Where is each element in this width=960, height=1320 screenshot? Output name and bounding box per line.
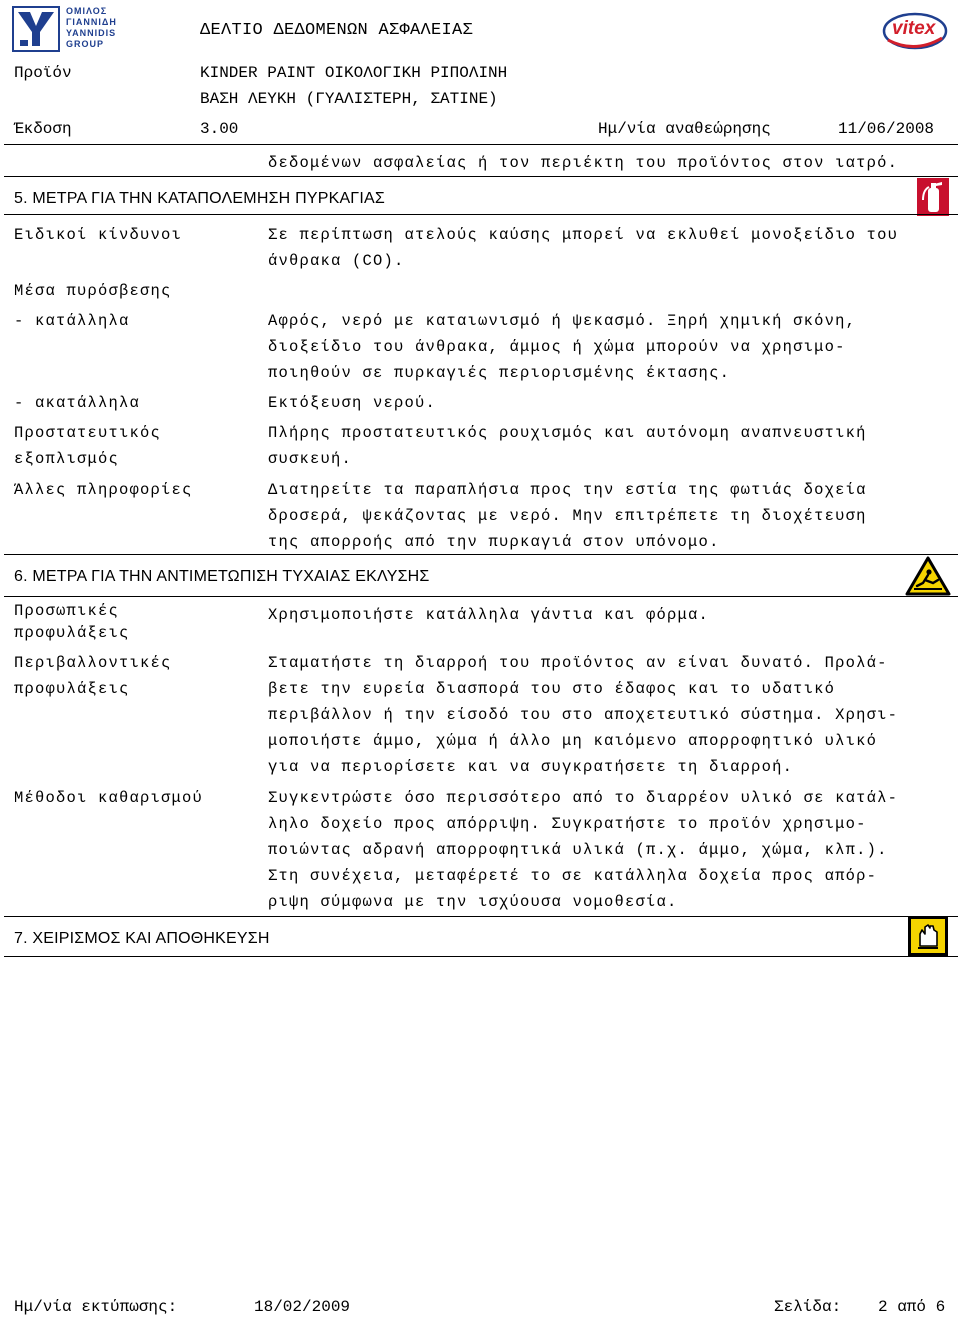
text-environmental-precautions	[268, 650, 950, 780]
logo-line-1: ΟΜΙΛΟΣ	[66, 6, 108, 16]
text-line: μοποιήστε άμμο, χώμα ή άλλο μη καιόμενο απορροφητικό υλικό	[268, 732, 878, 750]
version-value: 3.00	[200, 120, 239, 138]
version-label: Έκδοση	[14, 120, 72, 138]
document-title: ΔΕΛΤΙΟ ΔΕΔΟΜΕΝΩΝ ΑΣΦΑΛΕΙΑΣ	[200, 21, 474, 40]
text-line: ριψη σύμφωνα με την ισχύουσα νομοθεσία.	[268, 893, 678, 911]
product-name-line2: ΒΑΣΗ ΛΕΥΚΗ (ΓΥΑΛΙΣΤΕΡΗ, ΣΑΤΙΝΕ)	[200, 90, 498, 108]
print-date-label: Ημ/νία εκτύπωσης:	[14, 1298, 178, 1316]
logo-line-2: ΓΙΑΝΝΙΔΗ	[66, 17, 117, 27]
print-date: 18/02/2009	[254, 1298, 351, 1316]
label-suitable: - κατάλληλα	[14, 312, 130, 330]
header-divider	[4, 144, 958, 145]
section5-top-rule	[4, 176, 958, 177]
text-line: Αφρός, νερό με καταιωνισμό ή ψεκασμό. Ξηρή χημική σκόνη,	[268, 312, 857, 330]
text-line: περιβάλλον ή την είσοδό του στο αποχετευτικό σύστημα. Χρησι-	[268, 706, 899, 724]
text-line: για να περιορίσετε και να συγκρατήσετε τη διαρροή.	[268, 758, 794, 776]
logo-line-3: YANNIDIS	[66, 28, 117, 38]
slippery-floor-warning-icon	[905, 556, 951, 596]
text-line: ποιώντας αδρανή απορροφητικά υλικά (π.χ. άμμο, χώμα, κλπ.).	[268, 841, 888, 859]
text-cleaning-methods	[268, 785, 950, 915]
text-line: Πλήρης προστατευτικός ρουχισμός και αυτόνομη αναπνευστική	[268, 424, 867, 442]
label-personal-precautions-2: προφυλάξεις	[14, 624, 130, 642]
text-suitable	[268, 308, 950, 386]
text-special-hazards	[268, 222, 950, 274]
text-line: της απορροής από την πυρκαγιά στον υπόνομο.	[268, 533, 720, 551]
section7-title-rule	[4, 956, 958, 957]
vitex-logo	[882, 10, 948, 52]
section7-title: 7. ΧΕΙΡΙΣΜΟΣ ΚΑΙ ΑΠΟΘΗΚΕΥΣΗ	[14, 930, 270, 947]
vitex-brand-text: vitex	[892, 18, 936, 39]
label-protective-equipment-2: εξοπλισμός	[14, 450, 120, 468]
text-line: ληλο δοχείο προς απόρριψη. Συγκρατήστε το προϊόν χρησιμο-	[268, 815, 867, 833]
group-logo	[12, 6, 116, 52]
section5-title: 5. ΜΕΤΡΑ ΓΙΑ ΤΗΝ ΚΑΤΑΠΟΛΕΜΗΣΗ ΠΥΡΚΑΓΙΑΣ	[14, 190, 385, 207]
text-personal-precautions: Χρησιμοποιήστε κατάλληλα γάντια και φόρμα.	[268, 606, 710, 624]
label-unsuitable: - ακατάλληλα	[14, 394, 141, 412]
page-number: 2 από 6	[878, 1298, 946, 1316]
text-line: Σταματήστε τη διαρροή του προϊόντος αν είναι δυνατό. Προλά-	[268, 654, 888, 672]
section6-title-rule	[4, 596, 958, 597]
label-extinguishing-media: Μέσα πυρόσβεσης	[14, 282, 172, 300]
hand-protection-warning-icon	[908, 916, 948, 956]
text-line: δροσερά, ψεκάζοντας με νερό. Μην επιτρέπετε τη διοχέτευση	[268, 507, 867, 525]
text-line: συσκευή.	[268, 450, 353, 468]
product-label: Προϊόν	[14, 64, 72, 82]
carryover-text: δεδομένων ασφαλείας ή τον περιέκτη του προϊόντος στον ιατρό.	[268, 154, 899, 172]
label-environmental-precautions-2: προφυλάξεις	[14, 680, 130, 698]
text-unsuitable: Εκτόξευση νερού.	[268, 394, 437, 412]
label-environmental-precautions-1: Περιβαλλοντικές	[14, 654, 172, 672]
revision-date: 11/06/2008	[838, 120, 935, 138]
label-protective-equipment-1: Προστατευτικός	[14, 424, 162, 442]
text-protective-equipment	[268, 420, 950, 472]
text-line: ποιηθούν σε πυρκαγιές περιορισμένης έκτασης.	[268, 364, 731, 382]
text-other-info	[268, 477, 950, 555]
product-name-line1: KINDER PAINT ΟΙΚΟΛΟΓΙΚΗ ΡΙΠΟΛΙΝΗ	[200, 64, 508, 82]
page-label: Σελίδα:	[774, 1298, 842, 1316]
text-line: Σε περίπτωση ατελούς καύσης μπορεί να εκλυθεί μονοξείδιο του	[268, 226, 899, 244]
label-cleaning-methods: Μέθοδοι καθαρισμού	[14, 789, 204, 807]
text-line: Διατηρείτε τα παραπλήσια προς την εστία της φωτιάς δοχεία	[268, 481, 867, 499]
label-special-hazards: Ειδικοί κίνδυνοι	[14, 226, 183, 244]
text-line: Στη συνέχεια, μεταφέρετέ το σε κατάλληλα δοχεία προς απόρ-	[268, 867, 878, 885]
section6-top-rule	[4, 554, 958, 555]
label-personal-precautions-1: Προσωπικές	[14, 602, 120, 620]
logo-line-4: GROUP	[66, 39, 105, 49]
text-line: διοξείδιο του άνθρακα, άμμος ή χώμα μπορούν να χρησιμο-	[268, 338, 846, 356]
section5-title-rule	[4, 214, 958, 215]
section6-title: 6. ΜΕΤΡΑ ΓΙΑ ΤΗΝ ΑΝΤΙΜΕΤΩΠΙΣΗ ΤΥΧΑΙΑΣ ΕΚΛΥΣΗΣ	[14, 568, 430, 585]
label-other-info: Άλλες πληροφορίες	[14, 481, 193, 499]
section7-top-rule	[4, 916, 958, 917]
text-line: Συγκεντρώστε όσο περισσότερο από το διαρρέον υλικό σε κατάλ-	[268, 789, 899, 807]
text-line: βετε την ευρεία διασπορά του στο έδαφος και το υδατικό	[268, 680, 836, 698]
revision-label: Ημ/νία αναθεώρησης	[598, 120, 771, 138]
text-line: άνθρακα (CO).	[268, 252, 405, 270]
fire-extinguisher-icon	[917, 178, 949, 216]
